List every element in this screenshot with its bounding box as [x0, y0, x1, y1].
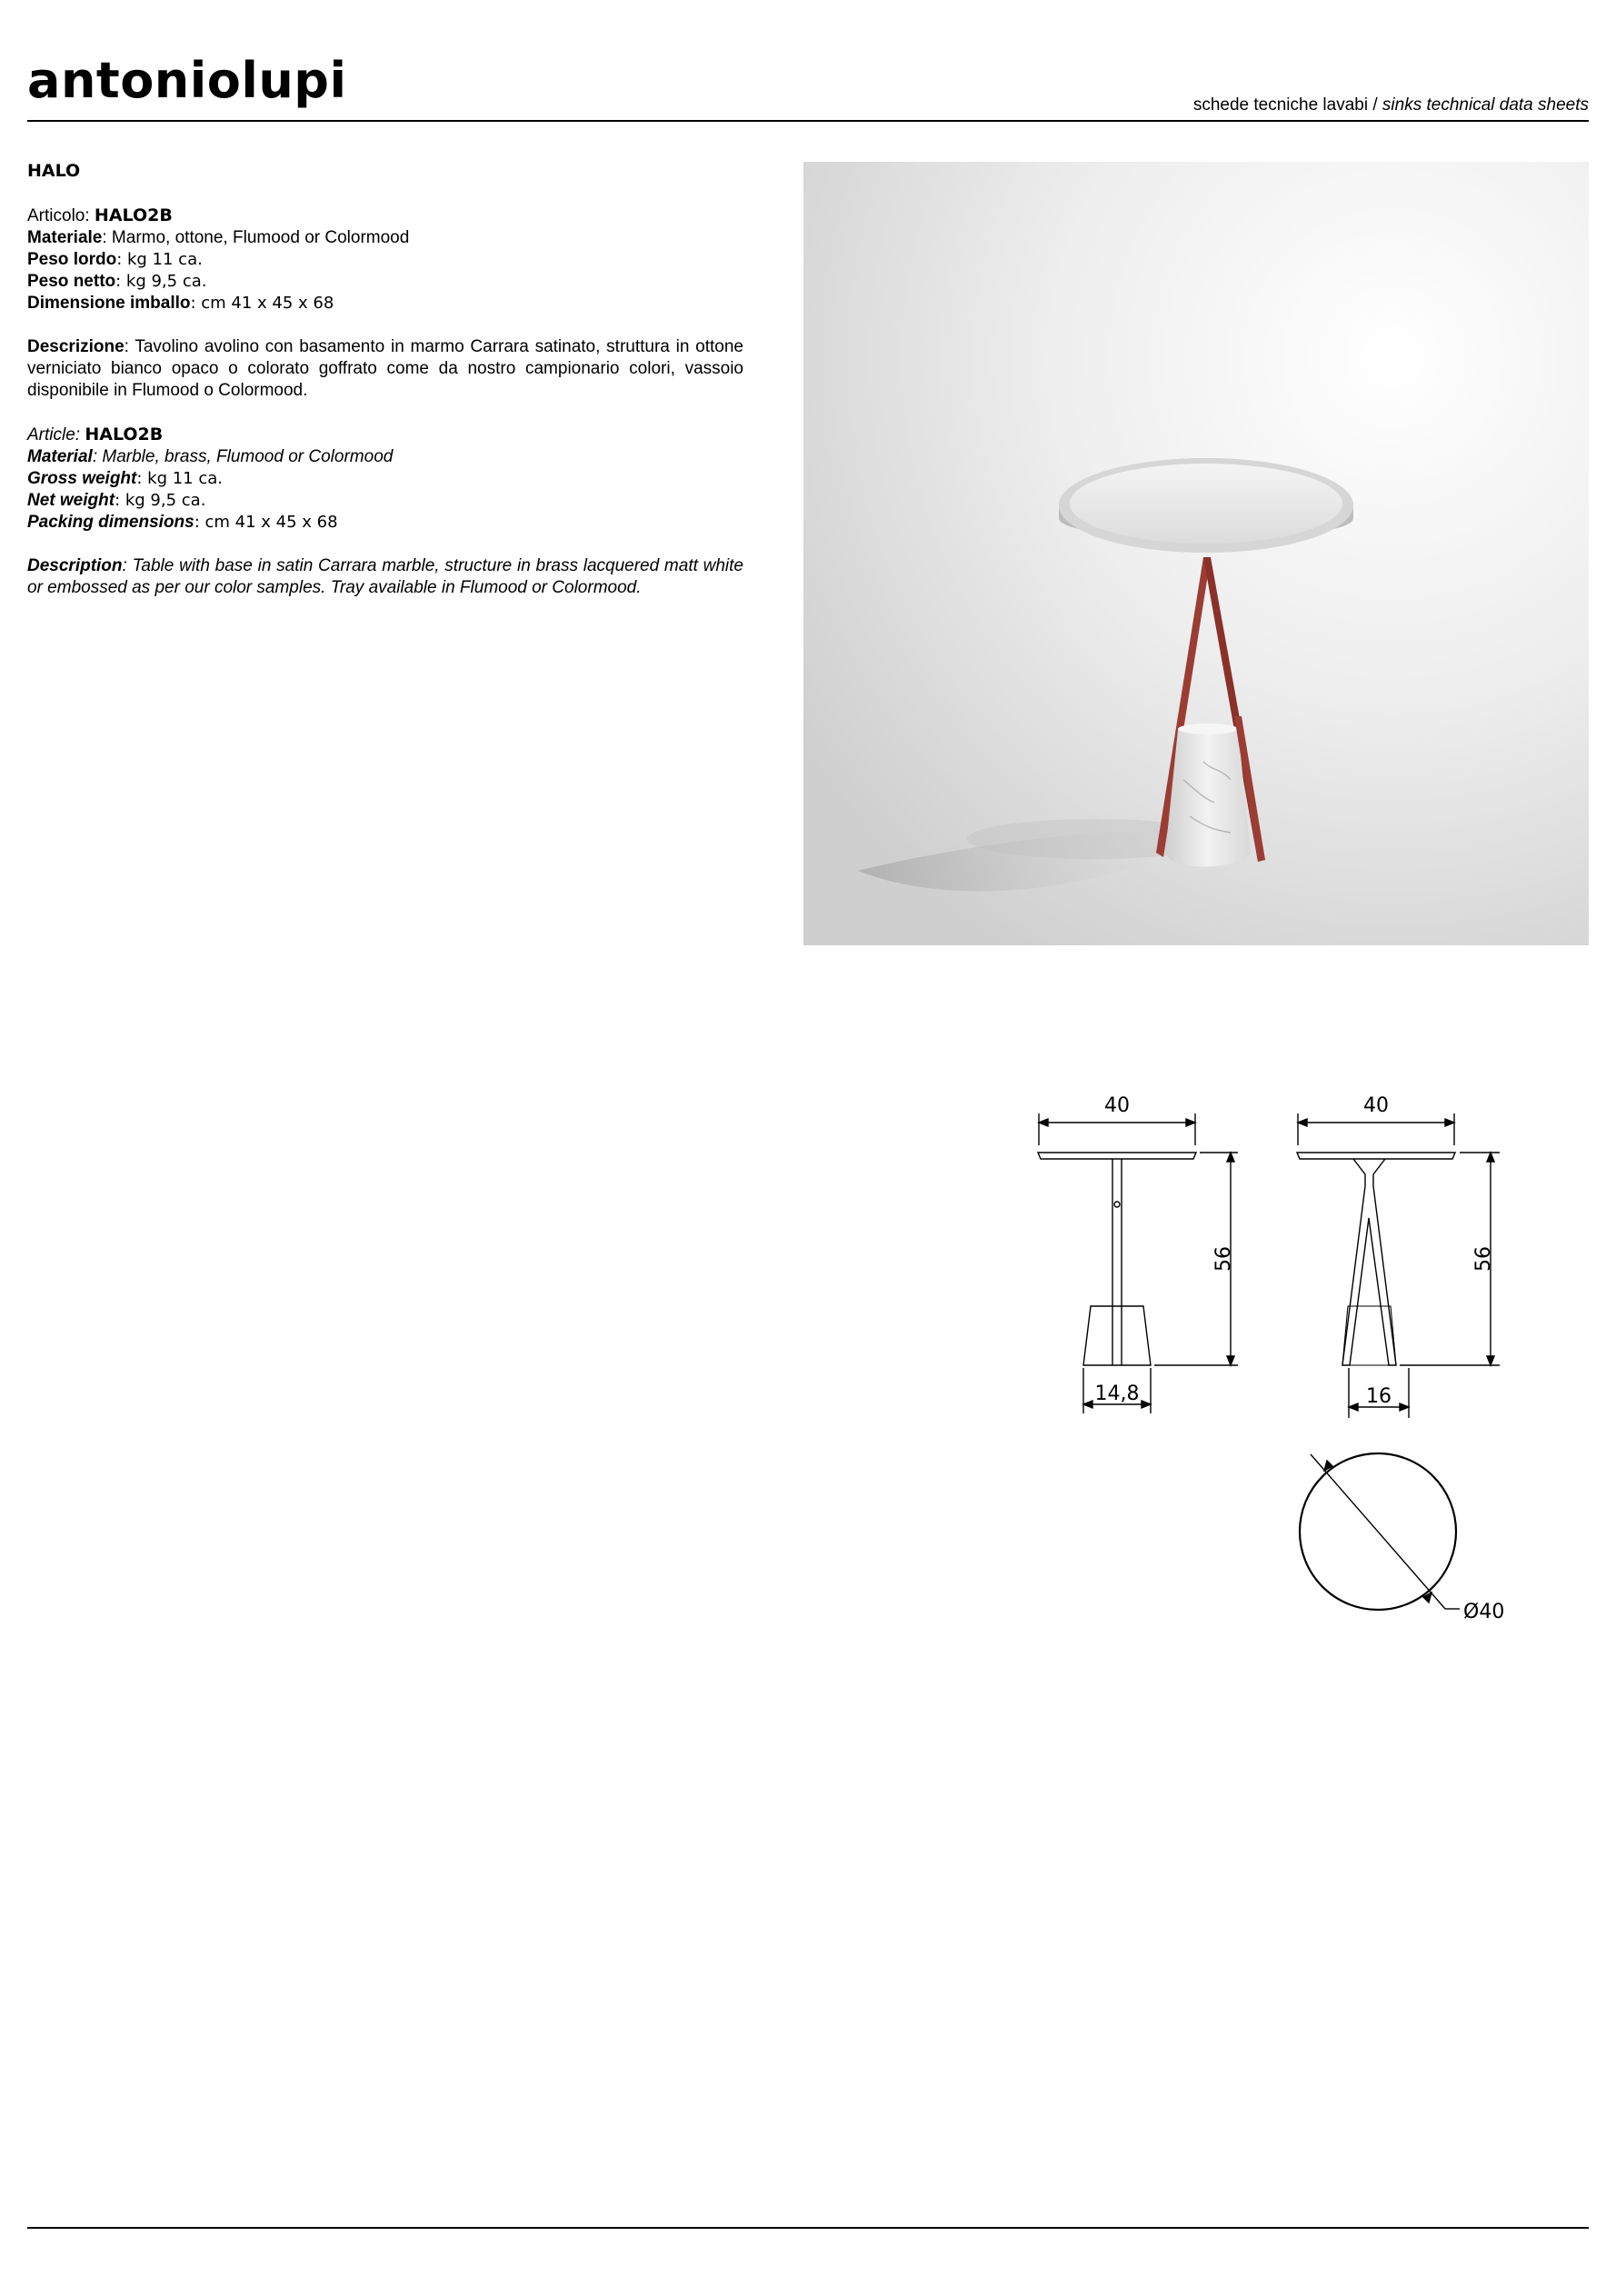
- packing-label-it: Dimensione imballo: [27, 294, 191, 313]
- front-base-label: 14,8: [1094, 1383, 1140, 1405]
- gross-weight-value-en: : kg 11 ca.: [136, 469, 223, 488]
- article-code-it: HALO2B: [94, 205, 173, 225]
- brand-logo: antoniolupi: [27, 52, 347, 109]
- material-row-it: [27, 227, 743, 249]
- description-label-en: Description: [27, 556, 123, 575]
- header-divider: [27, 120, 1589, 122]
- product-name: HALO: [27, 161, 81, 181]
- side-view: [1297, 1113, 1500, 1418]
- net-weight-label-it: Peso netto: [27, 272, 116, 291]
- description-en: [27, 555, 743, 599]
- spec-text-column: [27, 160, 743, 599]
- tray-surface: [1070, 464, 1342, 544]
- packing-row-en: [27, 512, 743, 534]
- packing-value-it: : cm 41 x 45 x 68: [190, 294, 334, 313]
- marble-base: [1165, 727, 1251, 867]
- net-weight-row-it: [27, 271, 743, 293]
- material-value-it: : Marmo, ottone, Flumood or Colormood: [102, 228, 410, 247]
- footer-divider: [27, 2227, 1589, 2229]
- product-photo: [803, 162, 1589, 945]
- gross-weight-row-en: [27, 468, 743, 490]
- product-photo-illustration: [803, 162, 1589, 945]
- gross-weight-row-it: [27, 249, 743, 271]
- gross-weight-label-en: Gross weight: [27, 469, 137, 488]
- net-weight-row-en: [27, 490, 743, 512]
- top-diameter-label: Ø40: [1463, 1601, 1505, 1623]
- front-view: [1038, 1113, 1238, 1413]
- side-height-label: 56: [1472, 1246, 1495, 1272]
- gross-weight-label-it: Peso lordo: [27, 250, 117, 269]
- side-width-label: 40: [1363, 1094, 1389, 1117]
- net-weight-value-it: : kg 9,5 ca.: [115, 272, 207, 291]
- document-type: [1193, 96, 1589, 114]
- description-label-it: Descrizione: [27, 337, 125, 356]
- material-row-en: [27, 446, 743, 468]
- english-specs: [27, 424, 743, 599]
- front-width-label: 40: [1104, 1094, 1130, 1117]
- packing-label-en: Packing dimensions: [27, 513, 195, 532]
- article-label-it: Articolo:: [27, 206, 95, 225]
- description-it: [27, 336, 743, 402]
- packing-row-it: [27, 293, 743, 314]
- technical-drawing: [1018, 1091, 1527, 1636]
- top-view: [1300, 1453, 1460, 1610]
- document-type-en: sinks technical data sheets: [1382, 95, 1589, 115]
- description-text-it: : Tavolino avolino con basamento in marmo Carrara satinato, struttura in ottone verniciato bianco opaco o colorato goffrato come da nostro campionario colori, vassoio disponibile in Flumood o Colormood.: [27, 337, 743, 400]
- italian-specs: [27, 205, 743, 402]
- material-label-it: Materiale: [27, 228, 103, 247]
- description-text-en: : Table with base in satin Carrara marble, structure in brass lacquered matt white or embossed as per our color samples. Tray available in Flumood or Colormood.: [27, 556, 743, 597]
- document-type-it: schede tecniche lavabi /: [1192, 95, 1382, 115]
- packing-value-en: : cm 41 x 45 x 68: [194, 513, 338, 532]
- article-row-it: [27, 205, 743, 227]
- material-value-en: : Marble, brass, Flumood or Colormood: [92, 447, 394, 466]
- material-label-en: Material: [27, 447, 93, 466]
- article-label-en: Article:: [27, 425, 85, 444]
- gross-weight-value-it: : kg 11 ca.: [116, 250, 203, 269]
- net-weight-value-en: : kg 9,5 ca.: [115, 491, 206, 510]
- article-code-en: HALO2B: [85, 424, 164, 444]
- side-base-label: 16: [1366, 1385, 1392, 1408]
- dimension-drawings: [1018, 1091, 1527, 1636]
- article-row-en: [27, 424, 743, 446]
- net-weight-label-en: Net weight: [27, 491, 115, 510]
- front-height-label: 56: [1212, 1246, 1235, 1272]
